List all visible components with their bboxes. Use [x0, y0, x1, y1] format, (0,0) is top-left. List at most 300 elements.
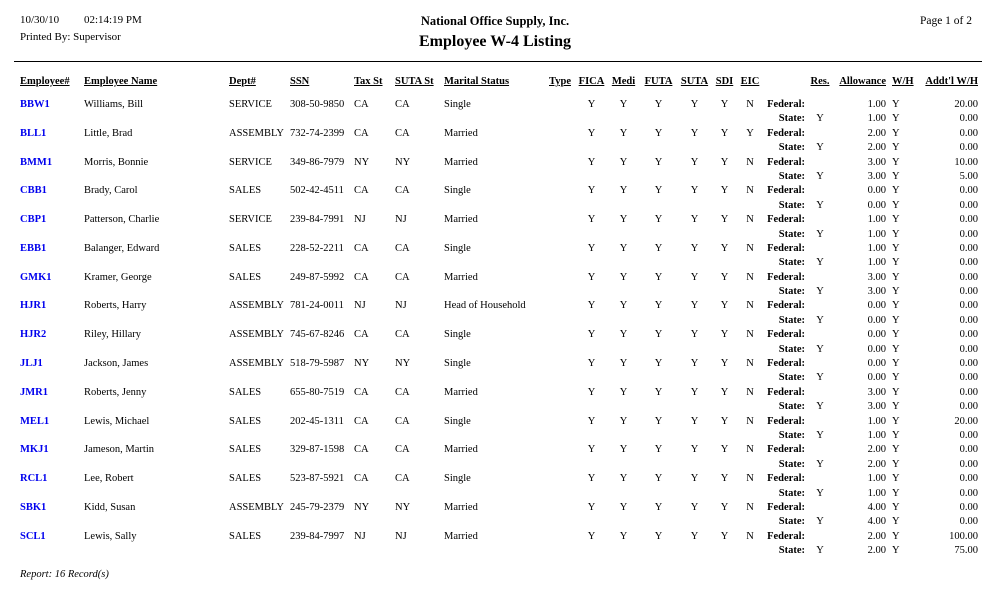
futa-flag: Y [654, 358, 663, 370]
federal-wh-flag: Y [892, 415, 900, 427]
employee-ssn: 781-24-0011 [290, 300, 344, 312]
state-res-flag: Y [816, 170, 824, 182]
medi-flag: Y [619, 444, 628, 456]
row-spacer [20, 458, 763, 472]
row-spacer [20, 544, 763, 558]
employee-dept: SALES [229, 444, 262, 456]
row-spacer [20, 314, 763, 328]
employee-id-link[interactable]: HJR1 [20, 300, 47, 312]
state-label: State: [778, 199, 805, 211]
federal-allowance: 1.00 [867, 214, 886, 226]
federal-res [805, 472, 835, 486]
sdi-flag: Y [720, 501, 729, 513]
state-addtl-wh: 75.00 [954, 545, 978, 557]
employee-ssn: 745-67-8246 [290, 329, 345, 341]
col-suta-st: SUTA St [395, 76, 434, 87]
federal-label: Federal: [767, 386, 805, 398]
marital-status: Single [444, 99, 471, 110]
employee-ssn: 228-52-2211 [290, 242, 344, 254]
federal-label: Federal: [767, 127, 805, 139]
suta-state: CA [395, 415, 410, 427]
federal-allowance: 2.00 [867, 444, 886, 456]
employee-state-line [20, 256, 978, 270]
state-allowance: 1.00 [867, 429, 886, 441]
tax-state: CA [354, 415, 369, 427]
sdi-flag: Y [720, 386, 729, 398]
futa-flag: Y [654, 127, 663, 139]
federal-addtl-wh: 0.00 [959, 214, 978, 226]
record-count-summary: Report: 16 Record(s) [20, 569, 109, 580]
fica-flag: Y [587, 214, 596, 226]
col-employee-name: Employee Name [84, 76, 158, 87]
federal-addtl-wh: 0.00 [959, 329, 978, 341]
type-value [549, 184, 576, 198]
state-addtl-wh: 0.00 [959, 314, 978, 326]
suta-flag: Y [690, 444, 699, 456]
employee-name: Morris, Bonnie [84, 156, 149, 168]
futa-flag: Y [654, 444, 663, 456]
tax-state: NY [354, 358, 370, 370]
employee-dept: SERVICE [229, 214, 272, 226]
employee-id-link[interactable]: JMR1 [20, 386, 48, 398]
employee-id-link[interactable]: HJR2 [20, 329, 47, 341]
employee-id-link[interactable]: BLL1 [20, 127, 47, 139]
type-value [549, 98, 576, 112]
state-addtl-wh: 0.00 [959, 228, 978, 240]
marital-status: Single [444, 242, 471, 254]
federal-addtl-wh: 10.00 [954, 156, 978, 168]
medi-flag: Y [619, 271, 628, 283]
state-allowance: 1.00 [867, 487, 886, 499]
tax-state: NJ [354, 530, 366, 542]
federal-res [805, 357, 835, 371]
federal-res [805, 328, 835, 342]
employee-ssn: 349-86-7979 [290, 156, 345, 168]
employee-id-link[interactable]: MKJ1 [20, 444, 49, 456]
employee-state-line [20, 371, 978, 385]
federal-allowance: 0.00 [867, 329, 886, 341]
suta-state: NY [395, 156, 411, 168]
marital-status: Married [444, 386, 478, 398]
state-label: State: [778, 401, 805, 413]
eic-flag: N [746, 501, 754, 513]
federal-allowance: 1.00 [867, 415, 886, 427]
sdi-flag: Y [720, 415, 729, 427]
state-label: State: [778, 286, 805, 298]
sdi-flag: Y [720, 271, 729, 283]
employee-federal-line [20, 357, 978, 371]
federal-res [805, 242, 835, 256]
employee-ssn: 308-50-9850 [290, 99, 345, 110]
federal-label: Federal: [767, 415, 805, 427]
employee-federal-line [20, 184, 978, 198]
row-spacer [20, 487, 763, 501]
fica-flag: Y [587, 358, 596, 370]
marital-status: Head of Household [444, 300, 526, 312]
employee-id-link[interactable]: MEL1 [20, 415, 50, 427]
state-allowance: 2.00 [867, 142, 886, 154]
suta-state: NJ [395, 530, 407, 542]
state-allowance: 0.00 [867, 314, 886, 326]
row-spacer [20, 112, 763, 126]
employee-ssn: 202-45-1311 [290, 415, 344, 427]
state-res-flag: Y [816, 516, 824, 528]
fica-flag: Y [587, 99, 596, 110]
employee-federal-line [20, 127, 978, 141]
row-spacer [20, 199, 763, 213]
federal-wh-flag: Y [892, 530, 900, 542]
state-label: State: [778, 516, 805, 528]
eic-flag: N [746, 530, 754, 542]
federal-label: Federal: [767, 242, 805, 254]
tax-state: CA [354, 386, 369, 398]
state-wh-flag: Y [892, 487, 900, 499]
marital-status: Married [444, 214, 478, 226]
state-allowance: 3.00 [867, 286, 886, 298]
eic-flag: N [746, 214, 754, 226]
state-addtl-wh: 0.00 [959, 199, 978, 211]
employee-id-link[interactable]: SCL1 [20, 530, 46, 542]
employee-name: Jackson, James [84, 358, 149, 370]
eic-flag: N [746, 444, 754, 456]
printed-by-label: Printed By: [20, 31, 71, 43]
employee-dept: ASSEMBLY [229, 329, 284, 341]
sdi-flag: Y [720, 444, 729, 456]
employee-id-link[interactable]: EBB1 [20, 242, 47, 254]
employee-dept: SERVICE [229, 99, 272, 110]
employee-state-line [20, 170, 978, 184]
type-value [549, 357, 576, 371]
state-allowance: 1.00 [867, 113, 886, 125]
employee-name: Roberts, Jenny [84, 386, 147, 398]
employee-federal-line [20, 328, 978, 342]
federal-label: Federal: [767, 271, 805, 283]
state-wh-flag: Y [892, 257, 900, 269]
state-res-flag: Y [816, 113, 824, 125]
employee-state-line [20, 285, 978, 299]
employee-dept: SALES [229, 415, 262, 427]
employee-ssn: 523-87-5921 [290, 473, 345, 485]
medi-flag: Y [619, 185, 628, 197]
tax-state: NJ [354, 214, 366, 226]
employee-federal-line [20, 386, 978, 400]
page-indicator: Page 1 of 2 [919, 15, 972, 27]
state-allowance: 0.00 [867, 199, 886, 211]
state-allowance: 2.00 [867, 545, 886, 557]
state-res-flag: Y [816, 286, 824, 298]
tax-state: NY [354, 156, 370, 168]
employee-ssn: 239-84-7991 [290, 214, 345, 226]
state-res-flag: Y [816, 401, 824, 413]
suta-state: CA [395, 99, 410, 110]
state-label: State: [778, 228, 805, 240]
futa-flag: Y [654, 501, 663, 513]
employee-id-link[interactable]: BMM1 [20, 156, 53, 168]
row-spacer [20, 429, 763, 443]
employee-dept: SALES [229, 530, 262, 542]
tax-state: CA [354, 444, 369, 456]
employee-federal-line [20, 98, 978, 112]
fica-flag: Y [587, 271, 596, 283]
suta-flag: Y [690, 156, 699, 168]
row-spacer [20, 256, 763, 270]
type-value [549, 472, 576, 486]
suta-state: NJ [395, 300, 407, 312]
tax-state: NY [354, 501, 370, 513]
federal-label: Federal: [767, 329, 805, 341]
federal-wh-flag: Y [892, 386, 900, 398]
federal-wh-flag: Y [892, 501, 900, 513]
medi-flag: Y [619, 358, 628, 370]
tax-state: CA [354, 473, 369, 485]
medi-flag: Y [619, 300, 628, 312]
sdi-flag: Y [720, 127, 729, 139]
employee-dept: ASSEMBLY [229, 501, 284, 513]
medi-flag: Y [619, 386, 628, 398]
state-allowance: 1.00 [867, 228, 886, 240]
state-res-flag: Y [816, 372, 824, 384]
federal-wh-flag: Y [892, 444, 900, 456]
federal-label: Federal: [767, 501, 805, 513]
sdi-flag: Y [720, 300, 729, 312]
employee-ssn: 518-79-5987 [290, 358, 345, 370]
futa-flag: Y [654, 473, 663, 485]
marital-status: Married [444, 127, 478, 139]
employee-state-line [20, 487, 978, 501]
marital-status: Single [444, 185, 471, 197]
state-wh-flag: Y [892, 142, 900, 154]
futa-flag: Y [654, 185, 663, 197]
suta-flag: Y [690, 271, 699, 283]
federal-allowance: 0.00 [867, 185, 886, 197]
state-res-flag: Y [816, 314, 824, 326]
type-value [549, 156, 576, 170]
employee-name: Riley, Hillary [84, 329, 142, 341]
state-label: State: [778, 458, 805, 470]
state-label: State: [778, 487, 805, 499]
fica-flag: Y [587, 386, 596, 398]
federal-allowance: 4.00 [867, 501, 886, 513]
federal-addtl-wh: 0.00 [959, 185, 978, 197]
state-wh-flag: Y [892, 113, 900, 125]
medi-flag: Y [619, 329, 628, 341]
employee-dept: ASSEMBLY [229, 300, 284, 312]
employee-id-link[interactable]: BBW1 [20, 99, 50, 110]
col-sdi: SDI [715, 76, 734, 87]
suta-flag: Y [690, 127, 699, 139]
employee-state-line [20, 343, 978, 357]
state-addtl-wh: 0.00 [959, 372, 978, 384]
employee-name: Patterson, Charlie [84, 214, 160, 226]
row-spacer [20, 515, 763, 529]
type-value [549, 328, 576, 342]
marital-status: Single [444, 473, 471, 485]
eic-flag: N [746, 242, 754, 254]
medi-flag: Y [619, 501, 628, 513]
federal-allowance: 1.00 [867, 242, 886, 254]
marital-status: Single [444, 329, 471, 341]
employee-federal-line [20, 472, 978, 486]
state-addtl-wh: 0.00 [959, 458, 978, 470]
employee-name: Lee, Robert [84, 473, 134, 485]
suta-state: CA [395, 329, 410, 341]
employee-ssn: 245-79-2379 [290, 501, 345, 513]
marital-status: Married [444, 501, 478, 513]
federal-wh-flag: Y [892, 185, 900, 197]
suta-flag: Y [690, 185, 699, 197]
fica-flag: Y [587, 185, 596, 197]
sdi-flag: Y [720, 329, 729, 341]
federal-addtl-wh: 0.00 [959, 127, 978, 139]
column-header-row [20, 76, 978, 87]
state-res-flag: Y [816, 429, 824, 441]
eic-flag: N [746, 358, 754, 370]
state-res-flag: Y [816, 458, 824, 470]
company-name: National Office Supply, Inc. [420, 14, 570, 28]
federal-res [805, 127, 835, 141]
suta-flag: Y [690, 242, 699, 254]
type-value [549, 443, 576, 457]
employee-ssn: 329-87-1598 [290, 444, 345, 456]
eic-flag: N [746, 271, 754, 283]
federal-allowance: 1.00 [867, 473, 886, 485]
employee-federal-line [20, 242, 978, 256]
employee-state-line [20, 400, 978, 414]
state-label: State: [778, 113, 805, 125]
federal-res [805, 184, 835, 198]
employee-id-link[interactable]: CBP1 [20, 214, 47, 226]
col-medi: Medi [611, 76, 636, 87]
employee-id-link[interactable]: CBB1 [20, 185, 47, 197]
state-allowance: 3.00 [867, 401, 886, 413]
state-label: State: [778, 314, 805, 326]
suta-flag: Y [690, 473, 699, 485]
state-wh-flag: Y [892, 199, 900, 211]
col-futa: FUTA [644, 76, 673, 87]
col-tax-st: Tax St [354, 76, 383, 87]
federal-res [805, 213, 835, 227]
suta-flag: Y [690, 300, 699, 312]
federal-allowance: 3.00 [867, 156, 886, 168]
state-wh-flag: Y [892, 343, 900, 355]
employee-name: Balanger, Edward [84, 242, 160, 254]
employee-id-link[interactable]: RCL1 [20, 473, 48, 485]
federal-wh-flag: Y [892, 127, 900, 139]
federal-wh-flag: Y [892, 329, 900, 341]
federal-res [805, 386, 835, 400]
federal-allowance: 0.00 [867, 300, 886, 312]
fica-flag: Y [587, 530, 596, 542]
state-wh-flag: Y [892, 516, 900, 528]
eic-flag: N [746, 473, 754, 485]
federal-addtl-wh: 0.00 [959, 501, 978, 513]
federal-label: Federal: [767, 156, 805, 168]
state-addtl-wh: 0.00 [959, 113, 978, 125]
type-value [549, 213, 576, 227]
fica-flag: Y [587, 501, 596, 513]
header-divider [14, 61, 982, 62]
marital-status: Single [444, 358, 471, 370]
federal-label: Federal: [767, 300, 805, 312]
employee-state-line [20, 429, 978, 443]
federal-addtl-wh: 20.00 [954, 415, 978, 427]
futa-flag: Y [654, 156, 663, 168]
state-wh-flag: Y [892, 545, 900, 557]
suta-flag: Y [690, 501, 699, 513]
suta-state: CA [395, 473, 410, 485]
state-addtl-wh: 0.00 [959, 142, 978, 154]
sdi-flag: Y [720, 530, 729, 542]
state-res-flag: Y [816, 142, 824, 154]
marital-status: Married [444, 156, 478, 168]
employee-name: Brady, Carol [84, 185, 138, 197]
employee-name: Kramer, George [84, 271, 152, 283]
col-fica: FICA [578, 76, 605, 87]
employee-dept: SALES [229, 473, 262, 485]
col-allowance: Allowance [839, 76, 886, 87]
state-label: State: [778, 170, 805, 182]
col-ssn: SSN [290, 76, 310, 87]
suta-state: NY [395, 358, 411, 370]
medi-flag: Y [619, 127, 628, 139]
employee-id-link[interactable]: SBK1 [20, 501, 47, 513]
federal-label: Federal: [767, 185, 805, 197]
type-value [549, 127, 576, 141]
federal-label: Federal: [767, 99, 805, 110]
federal-label: Federal: [767, 214, 805, 226]
federal-wh-flag: Y [892, 99, 900, 110]
row-spacer [20, 371, 763, 385]
federal-addtl-wh: 0.00 [959, 242, 978, 254]
state-allowance: 4.00 [867, 516, 886, 528]
type-value [549, 415, 576, 429]
report-date: 10/30/10 [20, 14, 60, 26]
state-addtl-wh: 0.00 [959, 401, 978, 413]
tax-state: CA [354, 99, 369, 110]
state-wh-flag: Y [892, 401, 900, 413]
suta-flag: Y [690, 214, 699, 226]
federal-addtl-wh: 0.00 [959, 300, 978, 312]
federal-wh-flag: Y [892, 300, 900, 312]
futa-flag: Y [654, 329, 663, 341]
state-addtl-wh: 0.00 [959, 429, 978, 441]
futa-flag: Y [654, 530, 663, 542]
sdi-flag: Y [720, 358, 729, 370]
federal-addtl-wh: 20.00 [954, 99, 978, 110]
col-dept: Dept# [229, 76, 256, 87]
employee-dept: ASSEMBLY [229, 127, 284, 139]
state-wh-flag: Y [892, 170, 900, 182]
federal-wh-flag: Y [892, 214, 900, 226]
eic-flag: N [746, 329, 754, 341]
col-addtl-wh: Addt'l W/H [925, 76, 978, 87]
state-addtl-wh: 0.00 [959, 257, 978, 269]
employee-federal-line [20, 415, 978, 429]
federal-allowance: 1.00 [867, 99, 886, 110]
row-spacer [20, 285, 763, 299]
employee-federal-line [20, 299, 978, 313]
state-wh-flag: Y [892, 429, 900, 441]
federal-allowance: 0.00 [867, 358, 886, 370]
employee-id-link[interactable]: JLJ1 [20, 358, 43, 370]
federal-res [805, 299, 835, 313]
federal-res [805, 98, 835, 112]
employee-id-link[interactable]: GMK1 [20, 271, 52, 283]
col-res: Res. [810, 76, 830, 87]
suta-state: CA [395, 242, 410, 254]
suta-state: NJ [395, 214, 407, 226]
suta-flag: Y [690, 530, 699, 542]
